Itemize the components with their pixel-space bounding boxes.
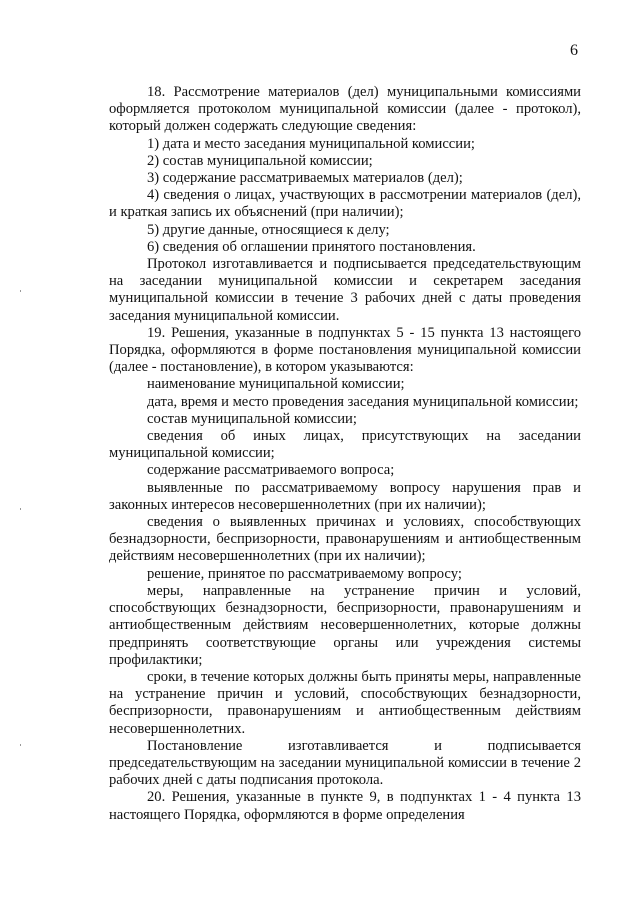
protocol-signing-paragraph: Протокол изготавливается и подписывается председательствующим на заседании муниципальной комиссии и секретарем заседания муниципальной комиссии в течение 3 рабочих дней с даты проведения заседания муниципальной комиссии. [109, 256, 581, 324]
paragraph-19: 19. Решения, указанные в подпунктах 5 - 15 пункта 13 настоящего Порядка, оформляются в форме постановления муниципальной комиссии (далее - постановление), в котором указываются: [109, 324, 581, 376]
protocol-item: 4) сведения о лицах, участвующих в рассмотрении материалов (дел), и краткая запись их объяснений (при наличии); [109, 187, 581, 221]
protocol-item: 5) другие данные, относящиеся к делу; [147, 221, 390, 238]
resolution-item: содержание рассматриваемого вопроса; [147, 462, 395, 479]
paragraph-20: 20. Решения, указанные в пункте 9, в подпунктах 1 - 4 пункта 13 настоящего Порядка, оформляются в форме определения [109, 789, 581, 823]
resolution-item: выявленные по рассматриваемому вопросу нарушения прав и законных интересов несовершеннолетних (при их наличии); [109, 479, 581, 513]
margin-scan-mark [20, 290, 21, 292]
resolution-item: сведения об иных лицах, присутствующих на заседании муниципальной комиссии; [109, 428, 581, 462]
protocol-item: 1) дата и место заседания муниципальной комиссии; [147, 135, 475, 152]
resolution-item: состав муниципальной комиссии; [147, 410, 357, 427]
page-number: 6 [570, 42, 578, 59]
resolution-item: сведения о выявленных причинах и условиях, способствующих безнадзорности, беспризорности, правонарушениям и антиобщественным действиям несовершеннолетних (при их наличии); [109, 514, 581, 565]
resolution-item: наименование муниципальной комиссии; [147, 376, 405, 393]
margin-scan-mark [20, 508, 21, 510]
resolution-item: дата, время и место проведения заседания муниципальной комиссии; [147, 393, 579, 410]
protocol-item: 3) содержание рассматриваемых материалов (дел); [147, 170, 463, 187]
margin-scan-mark [20, 744, 21, 746]
resolution-signing-paragraph: Постановление изготавливается и подписывается председательствующим на заседании муниципальной комиссии в течение 2 рабочих дней с даты подписания протокола. [109, 737, 581, 789]
resolution-item: меры, направленные на устранение причин и условий, способствующих безнадзорности, беспризорности, правонарушениям и антиобщественным действиям несовершеннолетних, которые должны предпринять соответствующие органы или учреждения системы профилактики; [109, 582, 581, 668]
resolution-item: решение, принятое по рассматриваемому вопросу; [147, 565, 462, 582]
paragraph-18: 18. Рассмотрение материалов (дел) муниципальными комиссиями оформляется протоколом муниципальной комиссии (далее - протокол), который должен содержать следующие сведения: [109, 84, 581, 135]
document-body [109, 84, 581, 824]
protocol-item: 6) сведения об оглашении принятого постановления. [147, 238, 476, 255]
resolution-item: сроки, в течение которых должны быть приняты меры, направленные на устранение причин и условий, способствующих безнадзорности, беспризорности, правонарушениям и антиобщественным действиям несовершеннолетних. [109, 668, 581, 737]
protocol-item: 2) состав муниципальной комиссии; [147, 152, 373, 169]
